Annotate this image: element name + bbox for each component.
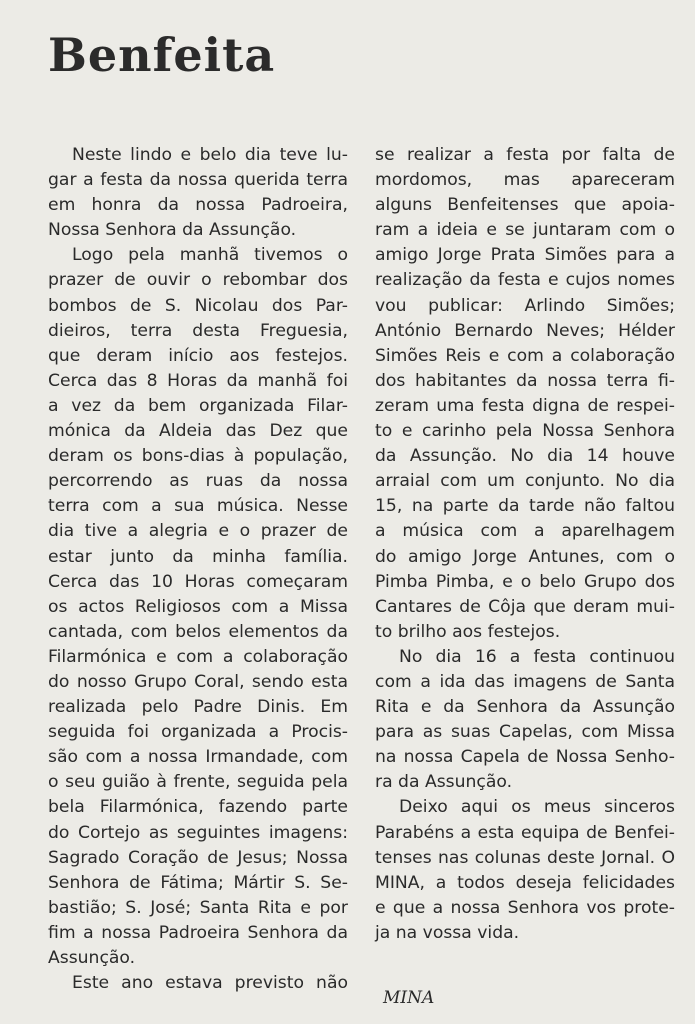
text-line: gar a festa da nossa querida terra xyxy=(48,170,348,191)
text-line: Nossa Senhora da Assunção. xyxy=(48,220,297,241)
text-line: prazer de ouvir o rebombar dos xyxy=(48,270,348,291)
text-line: MINA, a todos deseja felicidades xyxy=(375,872,675,893)
text-line: amigo Jorge Prata Simões para a xyxy=(375,245,675,266)
text-line: seguida foi organizada a Procis- xyxy=(48,722,348,743)
text-line: são com a nossa Irmandade, com xyxy=(48,747,348,768)
text-line: Simões Reis e com a colaboração xyxy=(375,345,675,366)
text-line: deram os bons-dias à população, xyxy=(48,446,348,467)
text-line: Sagrado Coração de Jesus; Nossa xyxy=(48,847,348,868)
text-line: a vez da bem organizada Filar- xyxy=(48,395,348,416)
text-line: se realizar a festa por falta de xyxy=(375,145,675,165)
text-line: 15, na parte da tarde não faltou xyxy=(375,496,675,517)
text-line: António Bernardo Neves; Hélder xyxy=(375,320,675,341)
text-line: Logo pela manhã tivemos o xyxy=(72,245,348,266)
text-line: Deixo aqui os meus sinceros xyxy=(399,797,675,818)
text-line: do Cortejo as seguintes imagens: xyxy=(48,822,348,843)
page-title: Benfeita xyxy=(48,28,276,82)
text-line: tenses nas colunas deste Jornal. O xyxy=(375,847,675,868)
text-line: dos habitantes da nossa terra fi- xyxy=(375,370,675,391)
text-line: realizada pelo Padre Dinis. Em xyxy=(48,697,348,718)
text-line: ra da Assunção. xyxy=(375,772,513,793)
text-line: to e carinho pela Nossa Senhora xyxy=(375,421,675,442)
text-line: na nossa Capela de Nossa Senho- xyxy=(375,747,675,768)
text-line: Cerca das 8 Horas da manhã foi xyxy=(48,370,348,391)
text-line: zeram uma festa digna de respei- xyxy=(375,395,675,416)
text-line: terra com a sua música. Nesse xyxy=(48,496,348,517)
text-line: arraial com um conjunto. No dia xyxy=(375,471,675,492)
text-line: No dia 16 a festa continuou xyxy=(399,646,675,667)
text-line: do amigo Jorge Antunes, com o xyxy=(375,546,675,567)
text-line: da Assunção. No dia 14 houve xyxy=(375,446,675,467)
author-signature: MINA xyxy=(383,988,435,1008)
text-line: para as suas Capelas, com Missa xyxy=(375,722,675,743)
text-line: o seu guião à frente, seguida pela xyxy=(48,772,348,793)
article-column-right xyxy=(375,143,675,946)
text-line: com a ida das imagens de Santa xyxy=(375,671,675,692)
text-line: estar junto da minha família. xyxy=(48,546,348,567)
text-line: vou publicar: Arlindo Simões; xyxy=(375,295,675,316)
text-line: em honra da nossa Padroeira, xyxy=(48,195,348,216)
text-line: Rita e da Senhora da Assunção xyxy=(375,697,675,718)
text-line: ram a ideia e se juntaram com o xyxy=(375,220,675,241)
text-line: Senhora de Fátima; Mártir S. Se- xyxy=(48,872,348,893)
text-line: que deram início aos festejos. xyxy=(48,345,348,366)
text-line: percorrendo as ruas da nossa xyxy=(48,471,348,492)
text-line: bombos de S. Nicolau dos Par- xyxy=(48,295,348,316)
text-line: Filarmónica e com a colaboração xyxy=(48,646,348,667)
text-line: Parabéns a esta equipa de Benfei- xyxy=(375,822,675,843)
article-column-left xyxy=(48,143,348,996)
text-line: Cerca das 10 Horas começaram xyxy=(48,571,348,592)
text-line: dieiros, terra desta Freguesia, xyxy=(48,320,348,341)
text-line: do nosso Grupo Coral, sendo esta xyxy=(48,671,348,692)
text-line: e que a nossa Senhora vos prote- xyxy=(375,897,675,918)
text-line: mónica da Aldeia das Dez que xyxy=(48,421,348,442)
text-line: ja na vossa vida. xyxy=(375,922,520,943)
text-line: Assunção. xyxy=(48,948,136,968)
text-line: bela Filarmónica, fazendo parte xyxy=(48,797,348,818)
text-line: Este ano estava previsto não xyxy=(72,973,348,994)
text-line: Cantares de Côja que deram mui- xyxy=(375,596,675,617)
text-line: dia tive a alegria e o prazer de xyxy=(48,521,348,542)
text-line: fim a nossa Padroeira Senhora da xyxy=(48,922,348,943)
text-line: os actos Religiosos com a Missa xyxy=(48,596,348,617)
text-line: realização da festa e cujos nomes xyxy=(375,270,675,291)
text-line: bastião; S. José; Santa Rita e por xyxy=(48,897,348,918)
text-line: alguns Benfeitenses que apoia- xyxy=(375,195,675,216)
text-line: mordomos, mas apareceram xyxy=(375,170,675,191)
text-line: Pimba Pimba, e o belo Grupo dos xyxy=(375,571,675,592)
text-line: cantada, com belos elementos da xyxy=(48,621,348,642)
text-line: to brilho aos festejos. xyxy=(375,621,561,642)
text-line: a música com a aparelhagem xyxy=(375,521,675,542)
text-line: Neste lindo e belo dia teve lu- xyxy=(72,145,348,165)
